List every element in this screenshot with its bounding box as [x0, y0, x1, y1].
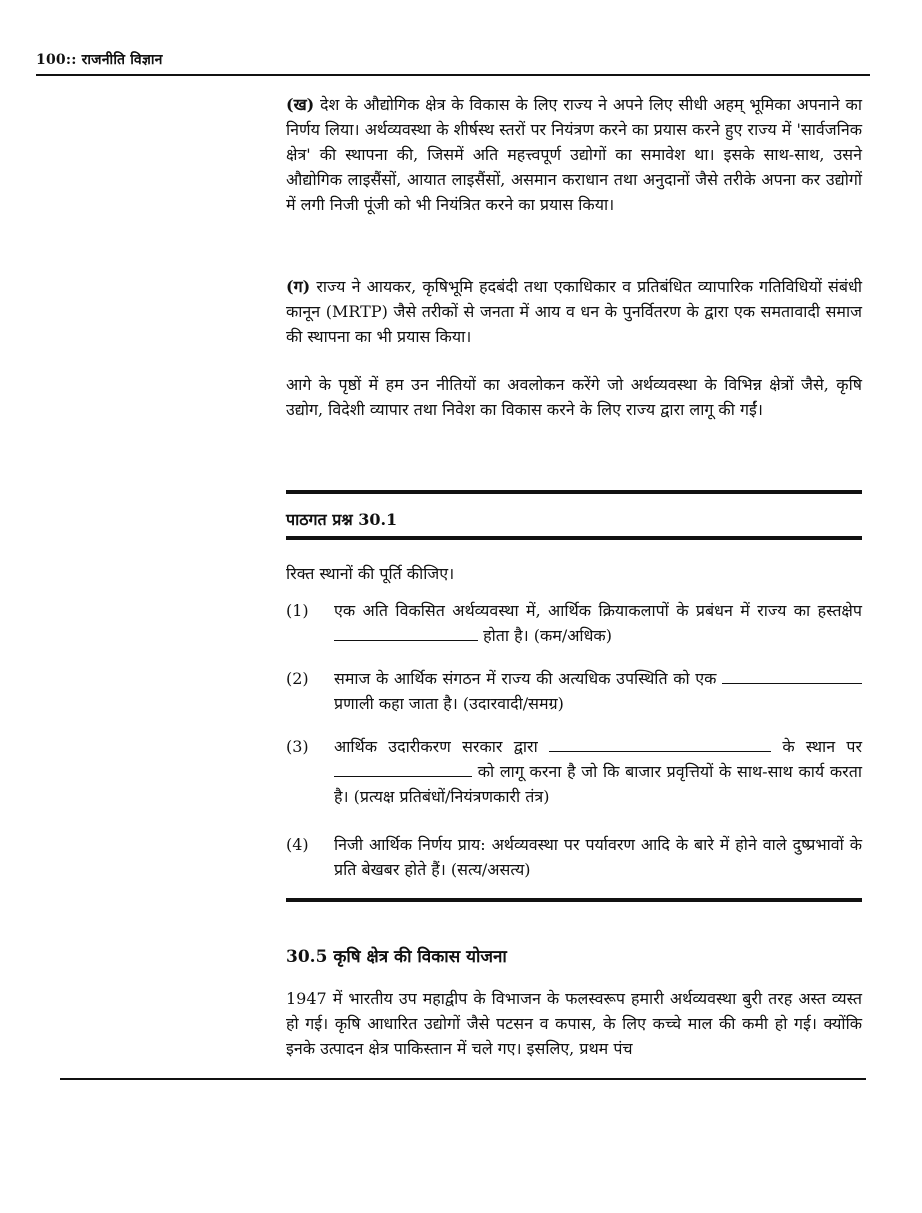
- page-header: 100:: राजनीति विज्ञान: [36, 52, 163, 68]
- answer-blank[interactable]: [722, 669, 862, 684]
- question-text: [334, 832, 862, 882]
- paragraph-text: 1947 में भारतीय उप महाद्वीप के विभाजन के फलस्वरूप हमारी अर्थव्यवस्था बुरी तरह अस्त व्यस्त हो गई। कृषि आधारित उद्योगों जैसे पटसन व कपास, के लिए कच्चे माल की कमी हो गई। क्योंकि इनके उत्पादन क्षेत्र पाकिस्तान में चले गए। इसलिए, प्रथम पंच: [286, 989, 862, 1058]
- paragraph-text: देश के औद्योगिक क्षेत्र के विकास के लिए राज्य ने अपने लिए सीधी अहम् भूमिका अपनाने का निर्णय लिया। अर्थव्यवस्था के शीर्षस्थ स्तरों पर नियंत्रण करने का प्रयास करने हुए राज्य में 'सार्वजनिक क्षेत्र' की स्थापना की, जिसमें अति महत्त्वपूर्ण उद्योगों का समावेश था। इसके साथ-साथ, उसने औद्योगिक लाइसैंसों, आयात लाइसैंसों, असमान कराधान तथा अनुदानों जैसे तरीके अपना कर उद्योगों में लगी निजी पूंजी को भी नियंत्रित करने का प्रयास किया।: [286, 95, 862, 214]
- paragraph-kha: [286, 92, 862, 217]
- question-text-part: निजी आर्थिक निर्णय प्राय: अर्थव्यवस्था पर पर्यावरण आदि के बारे में होने वाले दुष्प्रभावों के प्रति बेखबर होते हैं। (सत्य/असत्य): [334, 835, 862, 879]
- question-text-part: होता है। (कम/अधिक): [478, 626, 612, 645]
- question-number: (2): [286, 669, 309, 688]
- question-number: (4): [286, 835, 309, 854]
- question-text: [334, 598, 862, 648]
- answer-blank[interactable]: [334, 762, 472, 777]
- paragraph-text: राज्य ने आयकर, कृषिभूमि हदबंदी तथा एकाधिकार व प्रतिबंधित व्यापारिक गतिविधियों संबंधी कानून (MRTP) जैसे तरीकों से जनता में आय व धन के पुनर्वितरण के द्वारा एक समतावादी समाज की स्थापना का भी प्रयास किया।: [286, 277, 862, 346]
- paragraph-label: (ख): [286, 95, 315, 114]
- question-number: (3): [286, 737, 309, 756]
- section-paragraph: [286, 986, 862, 1061]
- section-heading: 30.5 कृषि क्षेत्र की विकास योजना: [286, 947, 507, 967]
- question-number: (1): [286, 601, 309, 620]
- paragraph-label: (ग): [286, 277, 311, 296]
- exercise-title-rule: [286, 536, 862, 540]
- paragraph-text: आगे के पृष्ठों में हम उन नीतियों का अवलोकन करेंगे जो अर्थव्यवस्था के विभिन्न क्षेत्रों जैसे, कृषि उद्योग, विदेशी व्यापार तथा निवेश का विकास करने के लिए राज्य द्वारा लागू की गईं।: [286, 375, 862, 419]
- question-text-part: के स्थान पर: [771, 737, 862, 756]
- question-text-part: एक अति विकसित अर्थव्यवस्था में, आर्थिक क्रियाकलापों के प्रबंधन में राज्य का हस्तक्षेप: [334, 601, 862, 620]
- exercise-instruction: रिक्त स्थानों की पूर्ति कीजिए।: [286, 564, 455, 583]
- paragraph-next: [286, 372, 862, 422]
- exercise-top-rule: [286, 490, 862, 494]
- question-text-part: समाज के आर्थिक संगठन में राज्य की अत्यधिक उपस्थिति को एक: [334, 669, 722, 688]
- paragraph-ga: [286, 274, 862, 349]
- header-rule: [36, 74, 870, 76]
- question-text-part: को लागू करना है जो कि बाजार प्रवृत्तियों के साथ-साथ कार्य करता है। (प्रत्यक्ष प्रतिबंधों/नियंत्रणकारी तंत्र): [334, 762, 862, 806]
- footer-rule: [60, 1078, 866, 1080]
- question-text: [334, 666, 862, 716]
- exercise-title: पाठगत प्रश्न 30.1: [286, 510, 398, 529]
- answer-blank[interactable]: [549, 737, 771, 752]
- question-text-part: आर्थिक उदारीकरण सरकार द्वारा: [334, 737, 550, 756]
- question-text: [334, 734, 862, 809]
- answer-blank[interactable]: [334, 626, 478, 641]
- question-text-part: प्रणाली कहा जाता है। (उदारवादी/समग्र): [334, 694, 564, 713]
- exercise-bottom-rule: [286, 898, 862, 902]
